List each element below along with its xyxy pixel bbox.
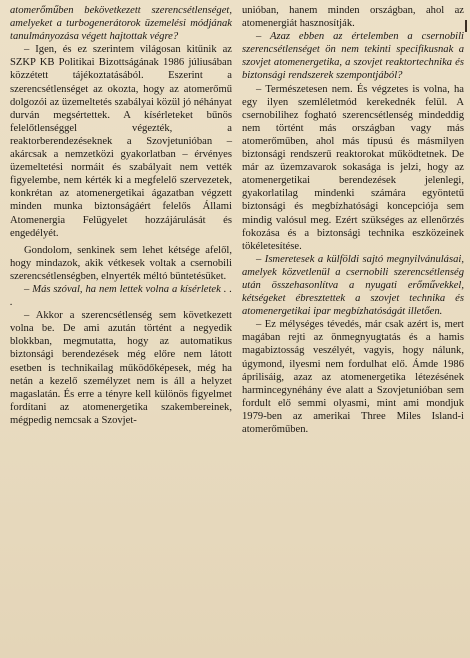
text-paragraph: Gondolom, senkinek sem lehet kétsége afelől, hogy mindazok, akik vétkesek voltak a csernobili szerencsétlenségben, elnyerték méltó büntetésüket. xyxy=(10,244,232,282)
answer-paragraph: – Ez mélységes tévedés, már csak azért is, mert magában rejti az önmegnyugtatás és a hamis magabiztosság veszélyét, vagyis, hogy nálunk, úgymond, ilyesmi nem fordulhat elő. Ámde 1986 áprilisáig, azaz az atomenergetika létezésének harmincegynéhány éve alatt a Szovjetunióban sem fordult elő semmi olyasmi, mint ami mondjuk 1979-ben az amerikai Three Miles Island-i atomerőműben. xyxy=(242,319,464,435)
answer-paragraph: unióban, hanem minden országban, ahol az atomenergiát hasznosítják. xyxy=(242,5,464,30)
answer-paragraph: – Igen, és ez szerintem világosan kitűnik az SZKP KB Politikai Bizottságának 1986 júliusában közzétett tájékoztatásából. Eszerint a szerencsétlenséget az okozta, hogy az atomerőmű dolgozói az üzemeltetés szabályai közül jó néhányat durván megsértettek. A kísérleteket bűnös felelőtlenséggel végezték, a reaktorberendezéseknek a Szovjetunióban – akárcsak a nemzetközi gyakorlatban – érvényes üzemeltetési normáit és szabályait nem vették figyelembe, nem kérték ki a megfelelő szervezetek, konkrétan az atomenergetikai ágazatban végzett minden munka biztonságáért felelős Állami Atomenergia Felügyelet hozzájárulását és engedélyét. xyxy=(10,44,232,239)
right-column xyxy=(242,4,464,658)
margin-mark xyxy=(465,20,467,32)
answer-paragraph: – Akkor a szerencsétlenség sem következett volna be. De ami azután történt a negyedik blokkban, megmutatta, hogy az automatikus biztonsági berendezések még előre nem látott esetben is technikailag működőképesek, még ha netán a kezelő személyzet nem is áll a helyzet magaslatán. És erre a tényre kell különös figyelmet fordítani az atomenergetika szakembereinek, mégpedig nemcsak a Szovjet- xyxy=(10,310,232,426)
question-paragraph: – Ismeretesek a külföldi sajtó megnyilvánulásai, amelyek közvetlenül a csernobili szerencsétlenség után összehasonlítva a nyugati erőművekkel, kétségeket ébresztettek a szovjet technika és atomenergetikai ipar megbízhatóságát illetően. xyxy=(242,253,464,318)
answer-paragraph: – Természetesen nem. És végzetes is volna, ha egy ilyen szemléletmód kerekednék felül. A csernobilihez fogható szerencsétlenség mindeddig nem történt más országban vagy más atomerőműben, ahol más típusú és másmilyen biztonsági rendszerű reaktorokat működtetnek. De már az üzemzavarok sokasága is jelzi, hogy az atomenergetikai berendezések jelenlegi, gyakorlatilag mindenki számára egyöntetű biztonsági és megbízhatósági koncepciója sem mindig valósul meg. Ezért szükséges az ellenőrzés fokozása és a biztonsági technika eszközeinek tökéletesítése. xyxy=(242,83,464,252)
question-paragraph: – Azaz ebben az értelemben a csernobili szerencsétlenséget ön nem tekinti specifikusnak a szovjet atomenergetika, a szovjet reaktortechnika és biztonsági rendszerek szempontjából? xyxy=(242,31,464,82)
question-paragraph: – Más szóval, ha nem lettek volna a kísérletek . . . xyxy=(10,283,232,309)
question-paragraph: atomerőműben bekövetkezett szerencsétlenséget, amelyeket a turbogenerátorok üzemelési módjának tanulmányozása végett hajtottak végre? xyxy=(10,5,232,43)
left-column xyxy=(8,4,232,658)
